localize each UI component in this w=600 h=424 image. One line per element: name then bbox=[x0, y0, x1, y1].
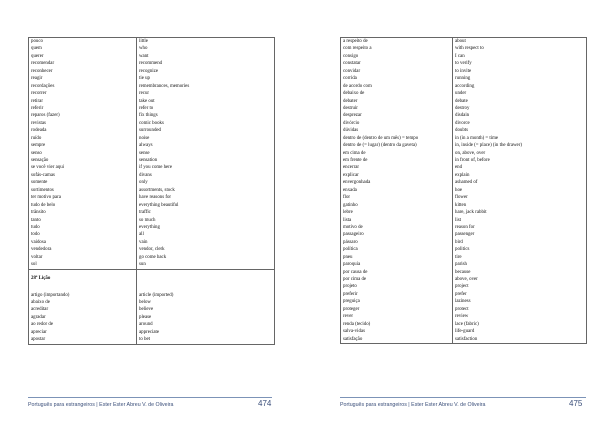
english-translation: always bbox=[139, 143, 153, 149]
portuguese-word: rever bbox=[343, 314, 354, 320]
portuguese-word: salva-vidas bbox=[343, 329, 366, 335]
english-translation: everything beautiful bbox=[139, 202, 179, 208]
portuguese-word: pássaro bbox=[343, 239, 358, 245]
english-translation: in (in a month) = time bbox=[455, 135, 499, 141]
portuguese-word: projeto bbox=[343, 284, 357, 290]
english-translation: vendor, clerk bbox=[139, 247, 165, 253]
english-translation: tie up bbox=[139, 76, 151, 82]
portuguese-word: rodeada bbox=[31, 128, 47, 134]
english-translation: divans bbox=[139, 172, 152, 178]
english-translation: believe bbox=[139, 307, 154, 313]
english-translation: tire bbox=[455, 254, 462, 260]
portuguese-word: recordações bbox=[31, 83, 55, 89]
portuguese-word: trânsito bbox=[31, 210, 46, 216]
portuguese-word: tudo de belo bbox=[31, 202, 56, 208]
portuguese-word: consigo bbox=[343, 53, 359, 59]
english-translation: vain bbox=[139, 239, 148, 245]
portuguese-word: reagir bbox=[31, 76, 43, 82]
portuguese-word: divórcio bbox=[343, 120, 360, 126]
english-translation: to bet bbox=[139, 337, 151, 343]
portuguese-word: gatinho bbox=[343, 202, 358, 208]
portuguese-word: apostar bbox=[31, 337, 46, 343]
english-translation: appreciate bbox=[139, 329, 160, 335]
english-translation: recognize bbox=[139, 68, 159, 74]
english-translation: I can bbox=[455, 53, 465, 59]
portuguese-word: preferir bbox=[343, 291, 358, 297]
english-translation: review bbox=[455, 314, 469, 320]
portuguese-word: proteger bbox=[343, 306, 360, 312]
portuguese-word: convidar bbox=[343, 68, 361, 74]
english-translation: recommend bbox=[139, 61, 163, 67]
english-translation: doubts bbox=[455, 128, 469, 134]
portuguese-word: vendedora bbox=[31, 247, 52, 253]
english-translation: recur bbox=[139, 91, 150, 97]
english-translation: laziness bbox=[455, 299, 471, 305]
portuguese-word: em frente de bbox=[343, 158, 368, 163]
right-footer-text: Português para estrangeiros | Ester Ester Abreu V. de Oliveira bbox=[340, 402, 486, 408]
portuguese-word: pouco bbox=[31, 39, 43, 44]
english-translation: so much bbox=[139, 217, 156, 223]
portuguese-word: lebre bbox=[343, 210, 353, 216]
portuguese-word: motivo de bbox=[343, 224, 363, 230]
english-translation: to verify bbox=[455, 61, 472, 67]
english-translation: about bbox=[455, 39, 466, 44]
english-translation: passenger bbox=[455, 232, 475, 238]
portuguese-word: paroquia bbox=[343, 262, 361, 268]
right-page-number: 475 bbox=[569, 399, 583, 408]
portuguese-word: artigo (importando) bbox=[31, 292, 70, 298]
english-translation: little bbox=[139, 39, 148, 44]
english-translation: in, inside (= place) (in the drawer) bbox=[455, 143, 522, 149]
english-translation: divorce bbox=[455, 120, 470, 126]
english-translation: to invite bbox=[455, 68, 472, 74]
english-translation: end bbox=[455, 165, 463, 171]
english-translation: life-guard bbox=[455, 329, 475, 335]
portuguese-word: constatar bbox=[343, 61, 361, 67]
english-translation: sense bbox=[139, 150, 150, 156]
portuguese-word: encerrar bbox=[343, 165, 360, 171]
english-translation: with respect to bbox=[455, 46, 484, 52]
english-translation: have reasons for bbox=[139, 195, 172, 201]
portuguese-word: renda (tecido) bbox=[343, 321, 371, 327]
english-translation: explain bbox=[455, 172, 470, 178]
portuguese-word: ruído bbox=[31, 135, 42, 141]
left-footer-rule bbox=[28, 397, 272, 398]
portuguese-word: retirar bbox=[31, 98, 43, 104]
english-translation: hoe bbox=[455, 187, 463, 193]
left-table-row-1 bbox=[29, 38, 275, 270]
portuguese-word: sofás-camas bbox=[31, 172, 55, 178]
english-translation: kitten bbox=[455, 202, 467, 208]
left-english-column-2 bbox=[137, 269, 275, 344]
english-translation: according bbox=[455, 83, 475, 89]
portuguese-word: tanto bbox=[31, 217, 41, 223]
portuguese-word: tudo bbox=[31, 224, 40, 230]
portuguese-word: revistas bbox=[31, 120, 46, 126]
right-footer-rule bbox=[340, 397, 586, 398]
english-translation: above, over bbox=[455, 277, 478, 282]
portuguese-word: sol bbox=[31, 262, 37, 268]
portuguese-word: corrida bbox=[343, 76, 357, 82]
english-translation: go come back bbox=[139, 254, 167, 260]
portuguese-word: querer bbox=[31, 53, 44, 59]
portuguese-word: debater bbox=[343, 98, 358, 104]
english-translation: everything bbox=[139, 224, 160, 230]
portuguese-word: reconhecer bbox=[31, 68, 53, 74]
portuguese-word: com respeito a bbox=[343, 46, 372, 52]
portuguese-word: satisfação bbox=[343, 336, 363, 342]
english-translation: assortments, stock bbox=[139, 187, 175, 193]
english-translation: take out bbox=[139, 98, 155, 104]
english-translation: in front of, before bbox=[455, 158, 490, 163]
portuguese-word: explicar bbox=[343, 172, 359, 178]
english-translation: article (imported) bbox=[139, 292, 174, 298]
english-translation: ashamed of bbox=[455, 180, 478, 186]
portuguese-word: agradar bbox=[31, 314, 46, 320]
portuguese-word: pneu bbox=[343, 254, 353, 260]
right-portuguese-column bbox=[341, 38, 453, 344]
english-translation: traffic bbox=[139, 210, 151, 216]
english-translation: protect bbox=[455, 306, 469, 312]
left-portuguese-column-2 bbox=[29, 269, 137, 344]
portuguese-word: por cima de bbox=[343, 277, 367, 282]
portuguese-word: se você vier aqui bbox=[31, 165, 64, 171]
english-translation: fix things bbox=[139, 113, 158, 119]
portuguese-word: voltar bbox=[31, 254, 43, 260]
portuguese-word: a respeito de bbox=[343, 39, 368, 44]
portuguese-word: quem bbox=[31, 46, 42, 52]
english-translation: politics bbox=[455, 247, 470, 253]
lesson-title: 28ª Lição bbox=[31, 275, 51, 281]
portuguese-word: de acordo com bbox=[343, 83, 372, 89]
portuguese-word: todo bbox=[31, 232, 40, 238]
portuguese-word: acreditar bbox=[31, 307, 49, 313]
left-portuguese-column-1 bbox=[29, 38, 137, 270]
english-translation: flower bbox=[455, 195, 468, 201]
left-vocabulary-table bbox=[28, 37, 275, 345]
portuguese-word: ao redor de bbox=[31, 322, 53, 328]
english-translation: if you come here bbox=[139, 165, 172, 171]
english-translation: refer to bbox=[139, 105, 154, 111]
english-translation: below bbox=[139, 300, 151, 305]
portuguese-word: ter motivo para bbox=[31, 195, 61, 201]
portuguese-word: somente bbox=[31, 180, 48, 186]
portuguese-word: por causa de bbox=[343, 269, 368, 275]
portuguese-word: enxada bbox=[343, 187, 357, 193]
english-translation: comic books bbox=[139, 120, 164, 126]
english-translation: around bbox=[139, 322, 153, 328]
english-translation: debate bbox=[455, 98, 468, 104]
english-translation: who bbox=[139, 46, 148, 52]
portuguese-word: preguiça bbox=[343, 299, 360, 305]
english-translation: project bbox=[455, 284, 469, 290]
english-translation: parish bbox=[455, 262, 467, 268]
right-english-column bbox=[453, 38, 587, 344]
english-translation: bird bbox=[455, 239, 463, 245]
portuguese-word: desprezar bbox=[343, 113, 362, 119]
portuguese-word: dúvidas bbox=[343, 128, 359, 134]
english-translation: reason for bbox=[455, 224, 475, 230]
portuguese-word: sortimentos bbox=[31, 187, 54, 193]
portuguese-word: recomendar bbox=[31, 61, 55, 67]
portuguese-word: abaixo de bbox=[31, 300, 50, 305]
portuguese-word: vaidosa bbox=[31, 239, 46, 245]
english-translation: surrounded bbox=[139, 128, 162, 134]
english-translation: only bbox=[139, 180, 148, 186]
english-translation: list bbox=[455, 217, 461, 223]
portuguese-word: reparos (fazer) bbox=[31, 113, 60, 119]
portuguese-word: recorrer bbox=[31, 91, 47, 97]
english-translation: because bbox=[455, 269, 471, 275]
portuguese-word: apreciar bbox=[31, 329, 47, 335]
left-english-column-1 bbox=[137, 38, 275, 270]
english-translation: hare, jack rabbit bbox=[455, 210, 487, 216]
portuguese-word: sempre bbox=[31, 143, 46, 149]
portuguese-word: passageiro bbox=[343, 232, 364, 238]
english-translation: running bbox=[455, 76, 471, 82]
english-translation: remembrances, memories bbox=[139, 83, 190, 89]
portuguese-word: em cima de bbox=[343, 150, 366, 156]
portuguese-word: política bbox=[343, 247, 358, 253]
portuguese-word: flor bbox=[343, 195, 351, 201]
english-translation: prefer bbox=[455, 291, 467, 297]
english-translation: please bbox=[139, 314, 152, 320]
portuguese-word: dentro de (= lugar) (dentro da gaveta) bbox=[343, 143, 417, 149]
english-translation: destroy bbox=[455, 105, 470, 111]
english-translation: satisfaction bbox=[455, 336, 478, 342]
english-translation: sensation bbox=[139, 158, 158, 163]
portuguese-word: senso bbox=[31, 150, 42, 156]
portuguese-word: destruir bbox=[343, 105, 358, 111]
english-translation: want bbox=[139, 53, 149, 59]
right-table-row bbox=[341, 38, 587, 344]
portuguese-word: envergonhada bbox=[343, 180, 371, 186]
right-vocabulary-table bbox=[340, 37, 587, 344]
left-page-number: 474 bbox=[258, 399, 272, 408]
portuguese-word: lista bbox=[343, 217, 352, 223]
english-translation: all bbox=[139, 232, 144, 238]
left-footer-text: Português para estrangeiros | Ester Ester Abreu V. de Oliveira bbox=[28, 402, 174, 408]
english-translation: on, above, over bbox=[455, 150, 486, 156]
english-translation: noise bbox=[139, 135, 150, 141]
english-translation: sun bbox=[139, 262, 146, 268]
english-translation: under bbox=[455, 91, 467, 97]
portuguese-word: referir bbox=[31, 105, 44, 111]
english-translation: lace (fabric) bbox=[455, 321, 479, 327]
left-table-row-2 bbox=[29, 269, 275, 344]
portuguese-word: debaixo de bbox=[343, 91, 365, 97]
portuguese-word: sensação bbox=[31, 158, 49, 163]
portuguese-word: dentro de (dentro de um mês) = tempo bbox=[343, 135, 419, 141]
english-translation: disdain bbox=[455, 113, 470, 119]
